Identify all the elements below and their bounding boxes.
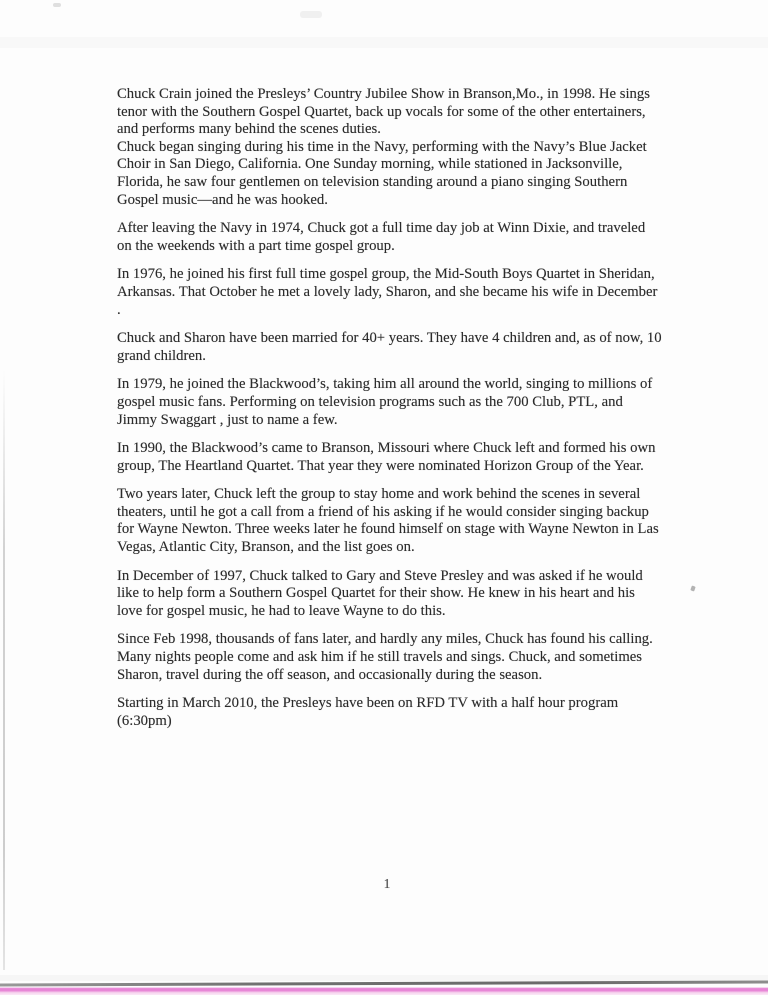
paragraph: In December of 1997, Chuck talked to Gary and Steve Presley and was asked if he would like to help form a Southern Gospel Quartet for their show. He knew in his heart and his love for gospel music, he had to leave Wayne to do this. (117, 567, 643, 619)
page-number: 1 (383, 876, 391, 891)
paragraph: In 1990, the Blackwood’s came to Branson, Missouri where Chuck left and formed his own group, The Heartland Quartet. That year they were nominated Horizon Group of the Year. (117, 440, 656, 474)
scan-smudge (300, 11, 322, 18)
paragraph: In 1979, he joined the Blackwood’s, taking him all around the world, singing to millions of gospel music fans. Performing on television programs such as the 700 Club, PTL, and Jimmy Swaggart , just to name a few. (117, 376, 653, 428)
paragraph: Chuck began singing during his time in the Navy, performing with the Navy’s Blue Jacket Choir in San Diego, California. One Sunday morning, while stationed in Jacksonville, Florida, he saw four gentlemen on television standing around a piano singing Southern Gospel music—and he was hooked. (117, 138, 647, 208)
paragraph: In 1976, he joined his first full time gospel group, the Mid-South Boys Quartet in Sheridan, Arkansas. That October he met a lovely lady, Sharon, and she became his wife in December . (117, 266, 658, 318)
scan-speck (690, 585, 695, 591)
document-text (117, 86, 663, 741)
paragraph: Two years later, Chuck left the group to stay home and work behind the scenes in several theaters, until he got a call from a friend of his asking if he would consider singing backup for Wayne Newton. Three weeks later he found himself on stage with Wayne Newton in Las Vegas, Atlantic City, Branson, and the list goes on. (117, 486, 659, 556)
paragraph: Chuck and Sharon have been married for 40+ years. They have 4 children and, as of now, 10 grand children. (117, 330, 662, 364)
paragraph: Chuck Crain joined the Presleys’ Country Jubilee Show in Branson,Mo., in 1998. He sings tenor with the Southern Gospel Quartet, back up vocals for some of the other entertainers, and performs many behind the scenes duties. (117, 86, 650, 138)
paragraph: Starting in March 2010, the Presleys have been on RFD TV with a half hour program (6:30pm) (117, 695, 619, 729)
paragraph: After leaving the Navy in 1974, Chuck got a full time day job at Winn Dixie, and traveled on the weekends with a part time gospel group. (117, 220, 646, 254)
paragraph: Since Feb 1998, thousands of fans later, and hardly any miles, Chuck has found his calling. Many nights people come and ask him if he still travels and sings. Chuck, and sometimes Sharon, travel during the off season, and occasionally during the season. (117, 631, 653, 683)
scanner-pink-strip (0, 987, 768, 995)
page-left-edge-shadow (3, 370, 5, 970)
scan-speck (53, 3, 61, 7)
scan-artifact-band (0, 37, 768, 48)
